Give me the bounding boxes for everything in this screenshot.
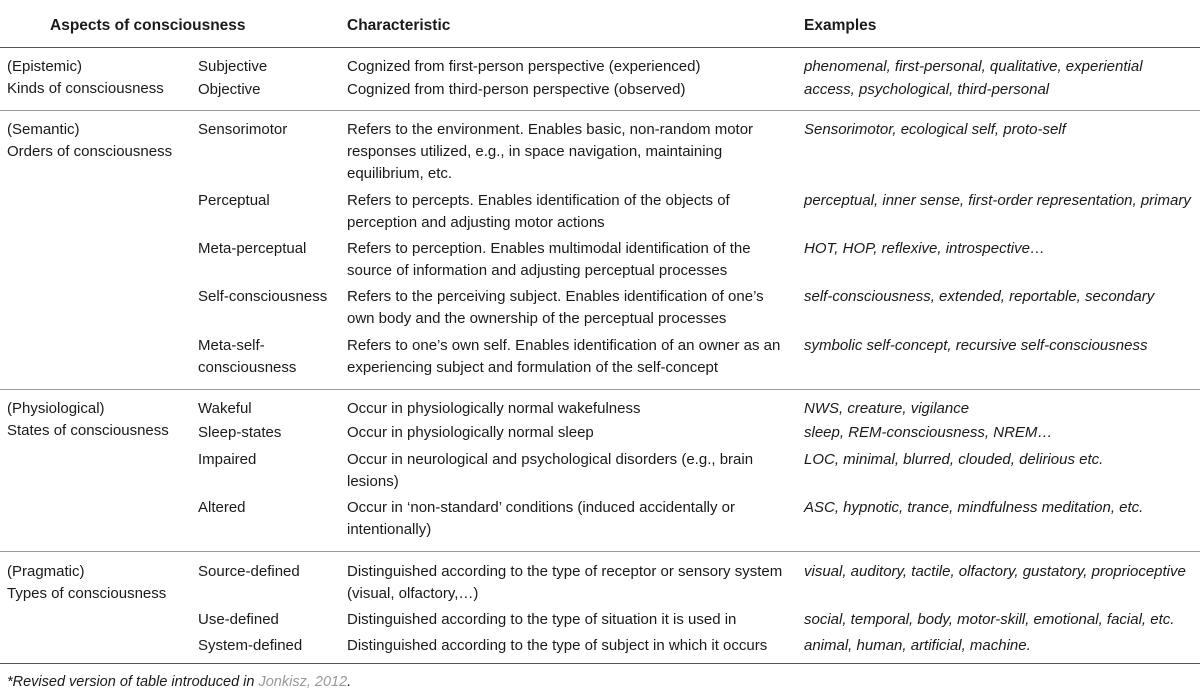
aspect-cell: Impaired [198,451,257,468]
aspect-cell: Use-defined [198,611,279,628]
characteristic-cell: Occur in physiologically normal wakefulness [347,400,641,417]
group-label [7,561,197,605]
aspect-cell: Meta-self-consciousness [198,337,297,376]
header-divider [0,47,1200,48]
examples-cell: phenomenal, first-personal, qualitative, experiential [804,58,1143,75]
header-examples: Examples [804,17,877,34]
footnote-reference-link[interactable]: Jonkisz, 2012 [258,674,348,690]
examples-cell: animal, human, artificial, machine. [804,637,1031,654]
characteristic-cell: Cognized from first-person perspective (experienced) [347,58,701,75]
aspect-cell: Self-consciousness [198,288,328,305]
aspect-cell: Subjective [198,58,268,75]
aspect-cell: Altered [198,499,246,516]
examples-cell: symbolic self-concept, recursive self-consciousness [804,337,1148,354]
group-label-category: (Physiological) [7,400,105,417]
header-aspects: Aspects of consciousness [50,17,246,34]
characteristic-cell: Refers to perception. Enables multimodal identification of the source of information and adjusting perceptual processes [347,240,751,279]
aspect-cell: System-defined [198,637,303,654]
characteristic-cell: Refers to percepts. Enables identification of the objects of perception and adjusting motor actions [347,192,730,231]
examples-cell: Sensorimotor, ecological self, proto-self [804,121,1066,138]
group-label-title: Orders of consciousness [7,143,173,160]
examples-cell: NWS, creature, vigilance [804,400,970,417]
aspect-cell: Source-defined [198,563,300,580]
examples-cell: perceptual, inner sense, first-order representation, primary [804,192,1191,209]
group-label [7,398,197,442]
characteristic-cell: Occur in physiologically normal sleep [347,424,594,441]
aspect-cell: Sleep-states [198,424,282,441]
characteristic-cell: Cognized from third-person perspective (observed) [347,81,686,98]
examples-cell: self-consciousness, extended, reportable, secondary [804,288,1155,305]
characteristic-cell: Distinguished according to the type of receptor or sensory system (visual, olfactory,…) [347,563,783,602]
examples-cell: ASC, hypnotic, trance, mindfulness meditation, etc. [804,499,1144,516]
aspect-cell: Sensorimotor [198,121,288,138]
examples-cell: LOC, minimal, blurred, clouded, delirious etc. [804,451,1104,468]
group-divider [0,110,1200,111]
characteristic-cell: Refers to the environment. Enables basic, non-random motor responses utilized, e.g., in space navigation, maintaining equilibrium, etc. [347,121,754,182]
footnote [7,671,351,693]
table-bottom-rule [0,663,1200,664]
group-label-title: Types of consciousness [7,585,167,602]
examples-cell: visual, auditory, tactile, olfactory, gustatory, proprioceptive [804,563,1186,580]
group-label-title: States of consciousness [7,422,169,439]
characteristic-cell: Distinguished according to the type of situation it is used in [347,611,737,628]
footnote-text: *Revised version of table introduced in [7,674,259,690]
examples-cell: social, temporal, body, motor-skill, emotional, facial, etc. [804,611,1175,628]
aspect-cell: Meta-perceptual [198,240,307,257]
group-label-category: (Pragmatic) [7,563,85,580]
characteristic-cell: Distinguished according to the type of subject in which it occurs [347,637,768,654]
aspect-cell: Wakeful [198,400,252,417]
group-divider [0,551,1200,552]
characteristic-cell: Occur in neurological and psychological disorders (e.g., brain lesions) [347,451,754,490]
group-label-category: (Epistemic) [7,58,83,75]
footnote-end: . [347,674,352,690]
examples-cell: sleep, REM-consciousness, NREM… [804,424,1053,441]
header-characteristic: Characteristic [347,17,451,34]
group-label [7,56,197,100]
group-label [7,119,197,163]
group-label-category: (Semantic) [7,121,80,138]
group-divider [0,389,1200,390]
examples-cell: access, psychological, third-personal [804,81,1050,98]
aspect-cell: Perceptual [198,192,270,209]
characteristic-cell: Refers to one’s own self. Enables identification of an owner as an experiencing subject and formulation of the self-concept [347,337,781,376]
aspect-cell: Objective [198,81,261,98]
characteristic-cell: Occur in ‘non-standard’ conditions (induced accidentally or intentionally) [347,499,735,538]
characteristic-cell: Refers to the perceiving subject. Enables identification of one’s own body and the ownership of the perceptual processes [347,288,764,327]
group-label-title: Kinds of consciousness [7,80,164,97]
examples-cell: HOT, HOP, reflexive, introspective… [804,240,1045,257]
